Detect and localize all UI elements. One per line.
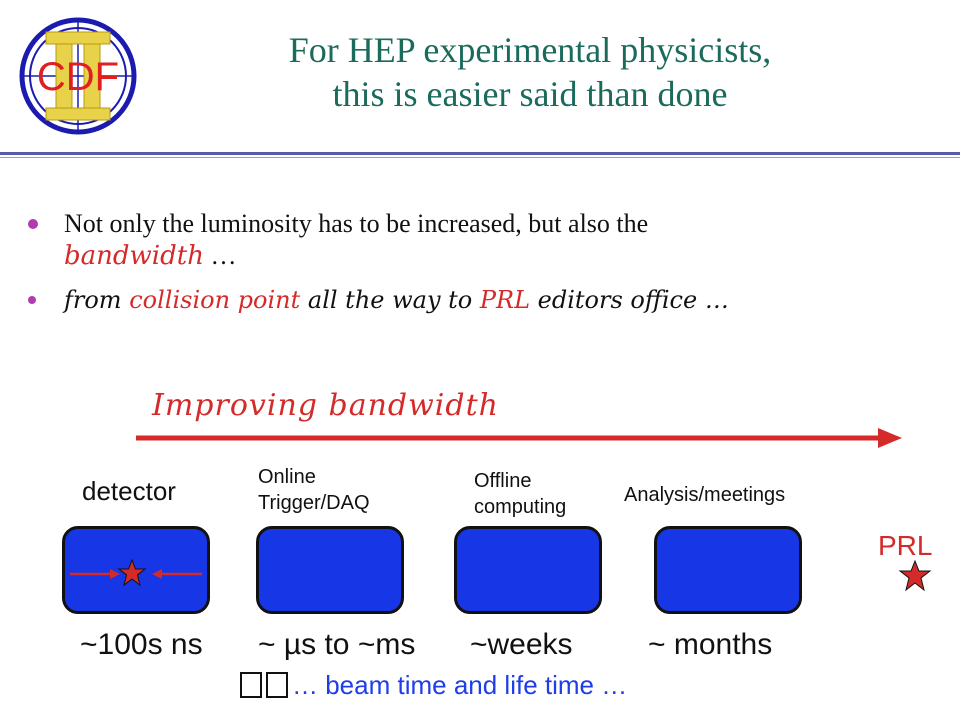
header-divider-thin (0, 157, 960, 158)
stage-label-offline (474, 468, 566, 520)
bullet-1-emph: bandwidth (64, 241, 204, 271)
bullet-2-text-a: from (64, 286, 130, 314)
time-analysis: ~ months (648, 628, 773, 661)
bullet-2-text-b: all the way to (300, 286, 480, 314)
bandwidth-arrow (130, 424, 910, 454)
time-online: ~ µs to ~ms (258, 628, 416, 661)
stage-label-analysis: Analysis/meetings (624, 484, 786, 506)
title-line-1: For HEP experimental physicists, (288, 30, 772, 70)
logo-text: CDF (36, 55, 120, 99)
header-divider (0, 152, 960, 155)
page-title (150, 28, 910, 116)
stage-label-online-line2: Trigger/DAQ (258, 492, 370, 514)
placeholder-glyph-icon (266, 672, 288, 698)
cdf-logo (10, 8, 160, 158)
improving-bandwidth-label: Improving bandwidth (152, 388, 499, 423)
bullet-1-text: Not only the luminosity has to be increased, but also the (64, 209, 649, 238)
stage-label-online-line1: Online (258, 466, 316, 488)
stage-box-analysis (654, 526, 802, 614)
bullet-1-ellipsis: … (203, 241, 237, 270)
stage-label-online (258, 464, 370, 516)
bullet-2-emph-prl: PRL (479, 286, 531, 314)
bullet-1 (64, 208, 824, 272)
title-line-2: this is easier said than done (332, 74, 728, 114)
stage-label-offline-line1: Offline (474, 470, 532, 492)
collision-graphic (66, 556, 206, 592)
time-offline: ~weeks (470, 628, 573, 661)
prl-star-icon (898, 560, 932, 592)
bullet-2-text-c: editors office … (530, 286, 729, 314)
collision-star-icon (119, 560, 145, 585)
stage-label-offline-line2: computing (474, 496, 567, 518)
footer-text: … beam time and life time … (292, 670, 628, 700)
stage-box-online (256, 526, 404, 614)
bullet-2 (64, 284, 884, 316)
prl-label: PRL (878, 530, 933, 561)
footer-note (240, 670, 627, 701)
stage-label-detector: detector (82, 476, 176, 506)
bullet-icon (28, 296, 36, 304)
time-detector: ~100s ns (80, 628, 203, 661)
bullet-icon (28, 219, 38, 229)
placeholder-glyph-icon (240, 672, 262, 698)
stage-box-offline (454, 526, 602, 614)
bullet-2-emph-collision: collision point (129, 286, 301, 314)
